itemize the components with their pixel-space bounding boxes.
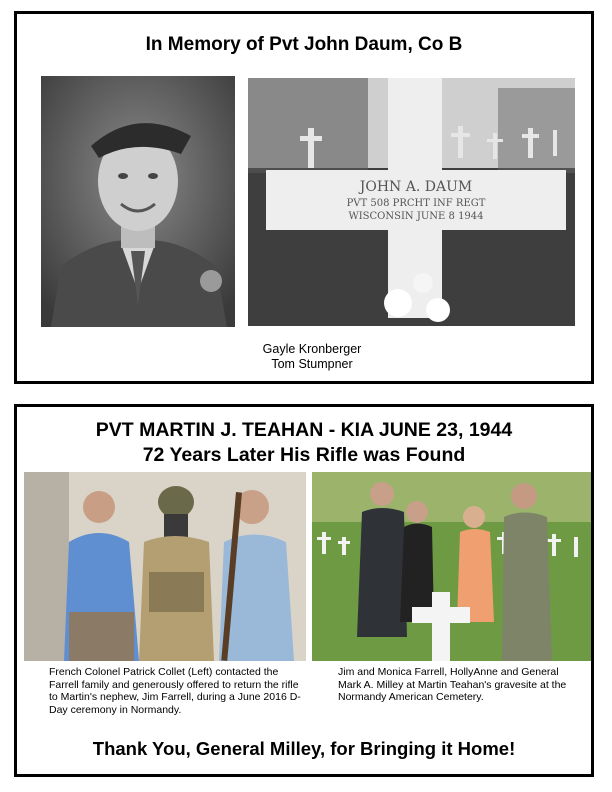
credit-line: Gayle Kronberger (262, 342, 362, 356)
teahan-panel (14, 404, 594, 777)
teahan-headline: PVT MARTIN J. TEAHAN - KIA JUNE 23, 1944 (95, 419, 513, 441)
headstone-date: WISCONSIN JUNE 8 1944 (348, 211, 484, 222)
memorial-panel (14, 11, 594, 384)
photo-credits (167, 342, 457, 372)
portrait-photo (41, 76, 235, 327)
headstone-photo (248, 78, 575, 326)
headstone-name: JOHN A. DAUM (359, 179, 473, 195)
gravesite-caption: Jim and Monica Farrell, HollyAnne and General Mark A. Milley at Martin Teahan's gravesite at the Normandy American Cemetery. (338, 666, 567, 703)
rifle-return-caption: French Colonel Patrick Collet (Left) contacted the Farrell family and generously offered to return the rifle to Martin's nephew, Jim Farrell, during a June 2016 D-Day ceremony in Normandy. (49, 666, 301, 716)
credit-line: Tom Stumpner (271, 357, 353, 371)
headstone-unit: PVT 508 PRCHT INF REGT (346, 198, 486, 209)
gravesite-photo (312, 472, 591, 661)
teahan-subheadline: 72 Years Later His Rifle was Found (142, 444, 466, 466)
thank-you-message: Thank You, General Milley, for Bringing it Home! (92, 738, 516, 759)
rifle-return-photo (24, 472, 306, 661)
memorial-title: In Memory of Pvt John Daum, Co B (145, 34, 463, 55)
